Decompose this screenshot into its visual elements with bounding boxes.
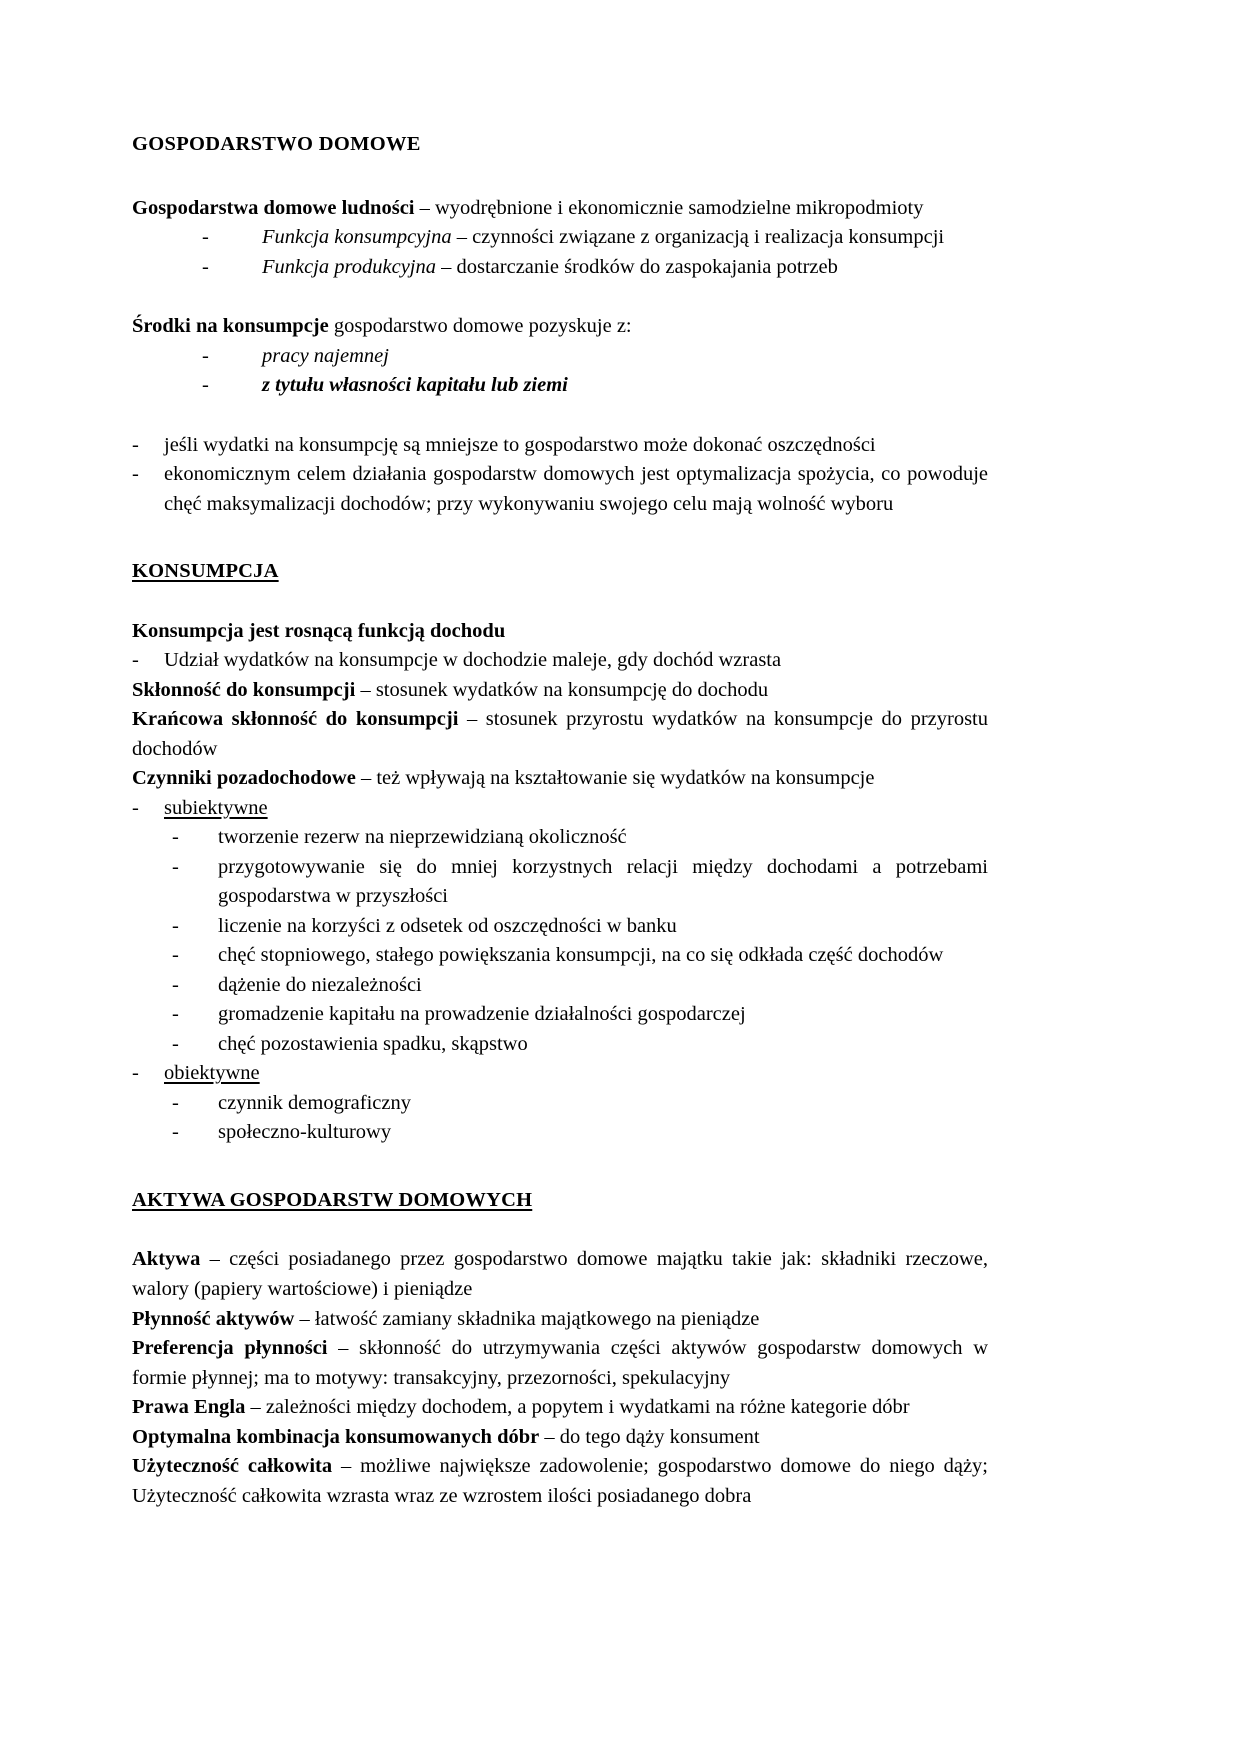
- group-label: obiektywne: [164, 1062, 260, 1085]
- list-item: [132, 646, 988, 676]
- list-item: [172, 941, 988, 971]
- bullet-marker: -: [172, 944, 179, 967]
- bullet-marker: -: [132, 463, 139, 486]
- srodki-term: Środki na konsumpcje: [132, 315, 329, 338]
- list-item-text: liczenie na korzyści z odsetek od oszczędności w banku: [218, 914, 677, 937]
- definition-aktywa: [132, 1245, 988, 1304]
- function-term: Funkcja produkcyjna: [262, 255, 436, 278]
- spacer: [132, 401, 988, 431]
- section-heading-aktywa: AKTYWA GOSPODARSTW DOMOWYCH: [132, 1188, 533, 1211]
- function-text: – dostarczanie środków do zaspokajania potrzeb: [436, 255, 838, 278]
- list-item: [172, 1000, 988, 1030]
- group-label: subiektywne: [164, 796, 268, 819]
- intro-term: Gospodarstwa domowe ludności: [132, 196, 415, 219]
- list-item: [202, 253, 988, 283]
- definition-text: – części posiadanego przez gospodarstwo domowe majątku takie jak: składniki rzeczowe, walory (papiery wartościowe) i pieniądze: [132, 1248, 988, 1300]
- srodki-heading: [132, 312, 988, 342]
- spacer: [132, 282, 988, 312]
- list-item-text: czynnik demograficzny: [218, 1091, 411, 1114]
- list-item-text: chęć pozostawienia spadku, skąpstwo: [218, 1032, 528, 1055]
- function-text: – czynności związane z organizacją i realizacja konsumpcji: [451, 226, 945, 249]
- list-item-text: tworzenie rezerw na nieprzewidzianą okoliczność: [218, 826, 627, 849]
- definition-term: Prawa Engla: [132, 1396, 246, 1419]
- bullet-marker: -: [202, 226, 209, 249]
- definition-text: – łatwość zamiany składnika majątkowego na pieniądze: [294, 1307, 760, 1330]
- definition-czynniki: [132, 764, 988, 794]
- bullet-marker: -: [172, 1091, 179, 1114]
- bullet-marker: -: [172, 1121, 179, 1144]
- list-item: [132, 460, 988, 519]
- list-item-text: gromadzenie kapitału na prowadzenie działalności gospodarczej: [218, 1003, 746, 1026]
- obiektywne-items: [132, 1089, 988, 1148]
- definition-text: – też wpływają na kształtowanie się wydatków na konsumpcje: [355, 767, 875, 790]
- list-item-text: [262, 253, 988, 283]
- list-item: [132, 431, 988, 461]
- definition-text: – stosunek przyrostu wydatków na konsumpcje do przyrostu dochodów: [132, 708, 989, 760]
- document-body: [132, 130, 988, 1511]
- bullet-marker: -: [132, 433, 139, 456]
- list-item: [202, 371, 988, 401]
- list-item: [202, 223, 988, 253]
- bullet-marker: -: [132, 1062, 139, 1085]
- remarks-list: [132, 431, 988, 520]
- definition-krancowa: [132, 705, 988, 764]
- list-item-text: z tytułu własności kapitału lub ziemi: [262, 374, 568, 397]
- definition-term: Skłonność do konsumpcji: [132, 678, 356, 701]
- konsumpcja-lead-list: [132, 646, 988, 676]
- definition-preferencja: [132, 1334, 988, 1393]
- definition-plynnosc: [132, 1305, 988, 1335]
- list-item: [132, 794, 988, 824]
- bullet-marker: -: [172, 914, 179, 937]
- spacer: [132, 1148, 988, 1186]
- bullet-marker: -: [172, 855, 179, 878]
- list-item: [172, 971, 988, 1001]
- function-term: Funkcja konsumpcyjna: [262, 226, 452, 249]
- spacer: [132, 519, 988, 557]
- list-item-text: ekonomicznym celem działania gospodarstw domowych jest optymalizacja spożycia, co powoduje chęć maksymalizacji dochodów; przy wykonywaniu swojego celu mają wolność wyboru: [164, 463, 988, 515]
- list-item-text: jeśli wydatki na konsumpcję są mniejsze to gospodarstwo może dokonać oszczędności: [164, 433, 876, 456]
- bullet-marker: -: [172, 973, 179, 996]
- definition-text: – zależności między dochodem, a popytem i wydatkami na różne kategorie dóbr: [245, 1396, 910, 1419]
- bullet-marker: -: [202, 255, 209, 278]
- list-item: [172, 912, 988, 942]
- definition-term: Płynność aktywów: [132, 1307, 295, 1330]
- bullet-marker: -: [132, 796, 139, 819]
- list-item: [202, 342, 988, 372]
- definition-prawa-engla: [132, 1393, 988, 1423]
- list-item: [172, 1030, 988, 1060]
- list-item-text: przygotowywanie się do mniej korzystnych relacji między dochodami a potrzebami gospodarstwa w przyszłości: [218, 855, 988, 908]
- definition-text: – do tego dąży konsument: [539, 1425, 760, 1448]
- bullet-marker: -: [132, 649, 139, 672]
- srodki-list: [132, 342, 988, 401]
- srodki-rest: gospodarstwo domowe pozyskuje z:: [328, 315, 632, 338]
- list-item-text: społeczno-kulturowy: [218, 1121, 392, 1144]
- list-item-text: pracy najemnej: [262, 344, 389, 367]
- definition-text: – stosunek wydatków na konsumpcję do dochodu: [355, 678, 769, 701]
- list-item-text: chęć stopniowego, stałego powiększania konsumpcji, na co się odkłada część dochodów: [218, 944, 944, 967]
- definition-uzytecznosc: [132, 1452, 988, 1511]
- definition-sklonnosc: [132, 676, 988, 706]
- functions-list: [132, 223, 988, 282]
- list-item: [172, 823, 988, 853]
- definition-term: Optymalna kombinacja konsumowanych dóbr: [132, 1425, 540, 1448]
- definition-term: Aktywa: [132, 1248, 201, 1271]
- definition-text: – skłonność do utrzymywania części aktywów gospodarstw domowych w formie płynnej; ma to motywy: transakcyjny, przezorności, spekulacyjny: [132, 1337, 988, 1389]
- page-title: GOSPODARSTWO DOMOWE: [132, 133, 421, 155]
- section-heading-konsumpcja: KONSUMPCJA: [132, 560, 279, 583]
- list-item: [172, 1118, 988, 1148]
- list-item-text: Udział wydatków na konsumpcje w dochodzie maleje, gdy dochód wzrasta: [164, 649, 782, 672]
- list-item: [172, 853, 988, 912]
- definition-term: Użyteczność całkowita: [132, 1455, 333, 1478]
- spacer: [132, 587, 988, 617]
- group-subiektywne: [132, 794, 988, 824]
- bullet-marker: -: [172, 1032, 179, 1055]
- list-item-text: [262, 223, 988, 253]
- bullet-marker: -: [202, 374, 209, 397]
- subiektywne-items: [132, 823, 988, 1059]
- definition-optymalna: [132, 1423, 988, 1453]
- definition-term: Krańcowa skłonność do konsumpcji: [132, 708, 459, 731]
- definition-text: – możliwe największe zadowolenie; gospodarstwo domowe do niego dąży; Użyteczność całkowita wzrasta wraz ze wzrostem ilości posiadanego dobra: [132, 1455, 988, 1507]
- list-item: [172, 1089, 988, 1119]
- intro-definition-text: – wyodrębnione i ekonomicznie samodzielne mikropodmioty: [414, 196, 924, 219]
- definition-term: Preferencja płynności: [132, 1337, 328, 1360]
- bullet-marker: -: [202, 344, 209, 367]
- konsumpcja-lead: Konsumpcja jest rosnącą funkcją dochodu: [132, 619, 506, 642]
- group-obiektywne: [132, 1059, 988, 1089]
- intro-definition: [132, 194, 988, 224]
- definition-term: Czynniki pozadochodowe: [132, 767, 356, 790]
- spacer: [132, 1215, 988, 1245]
- bullet-marker: -: [172, 826, 179, 849]
- list-item-text: dążenie do niezależności: [218, 973, 422, 996]
- list-item: [132, 1059, 988, 1089]
- bullet-marker: -: [172, 1003, 179, 1026]
